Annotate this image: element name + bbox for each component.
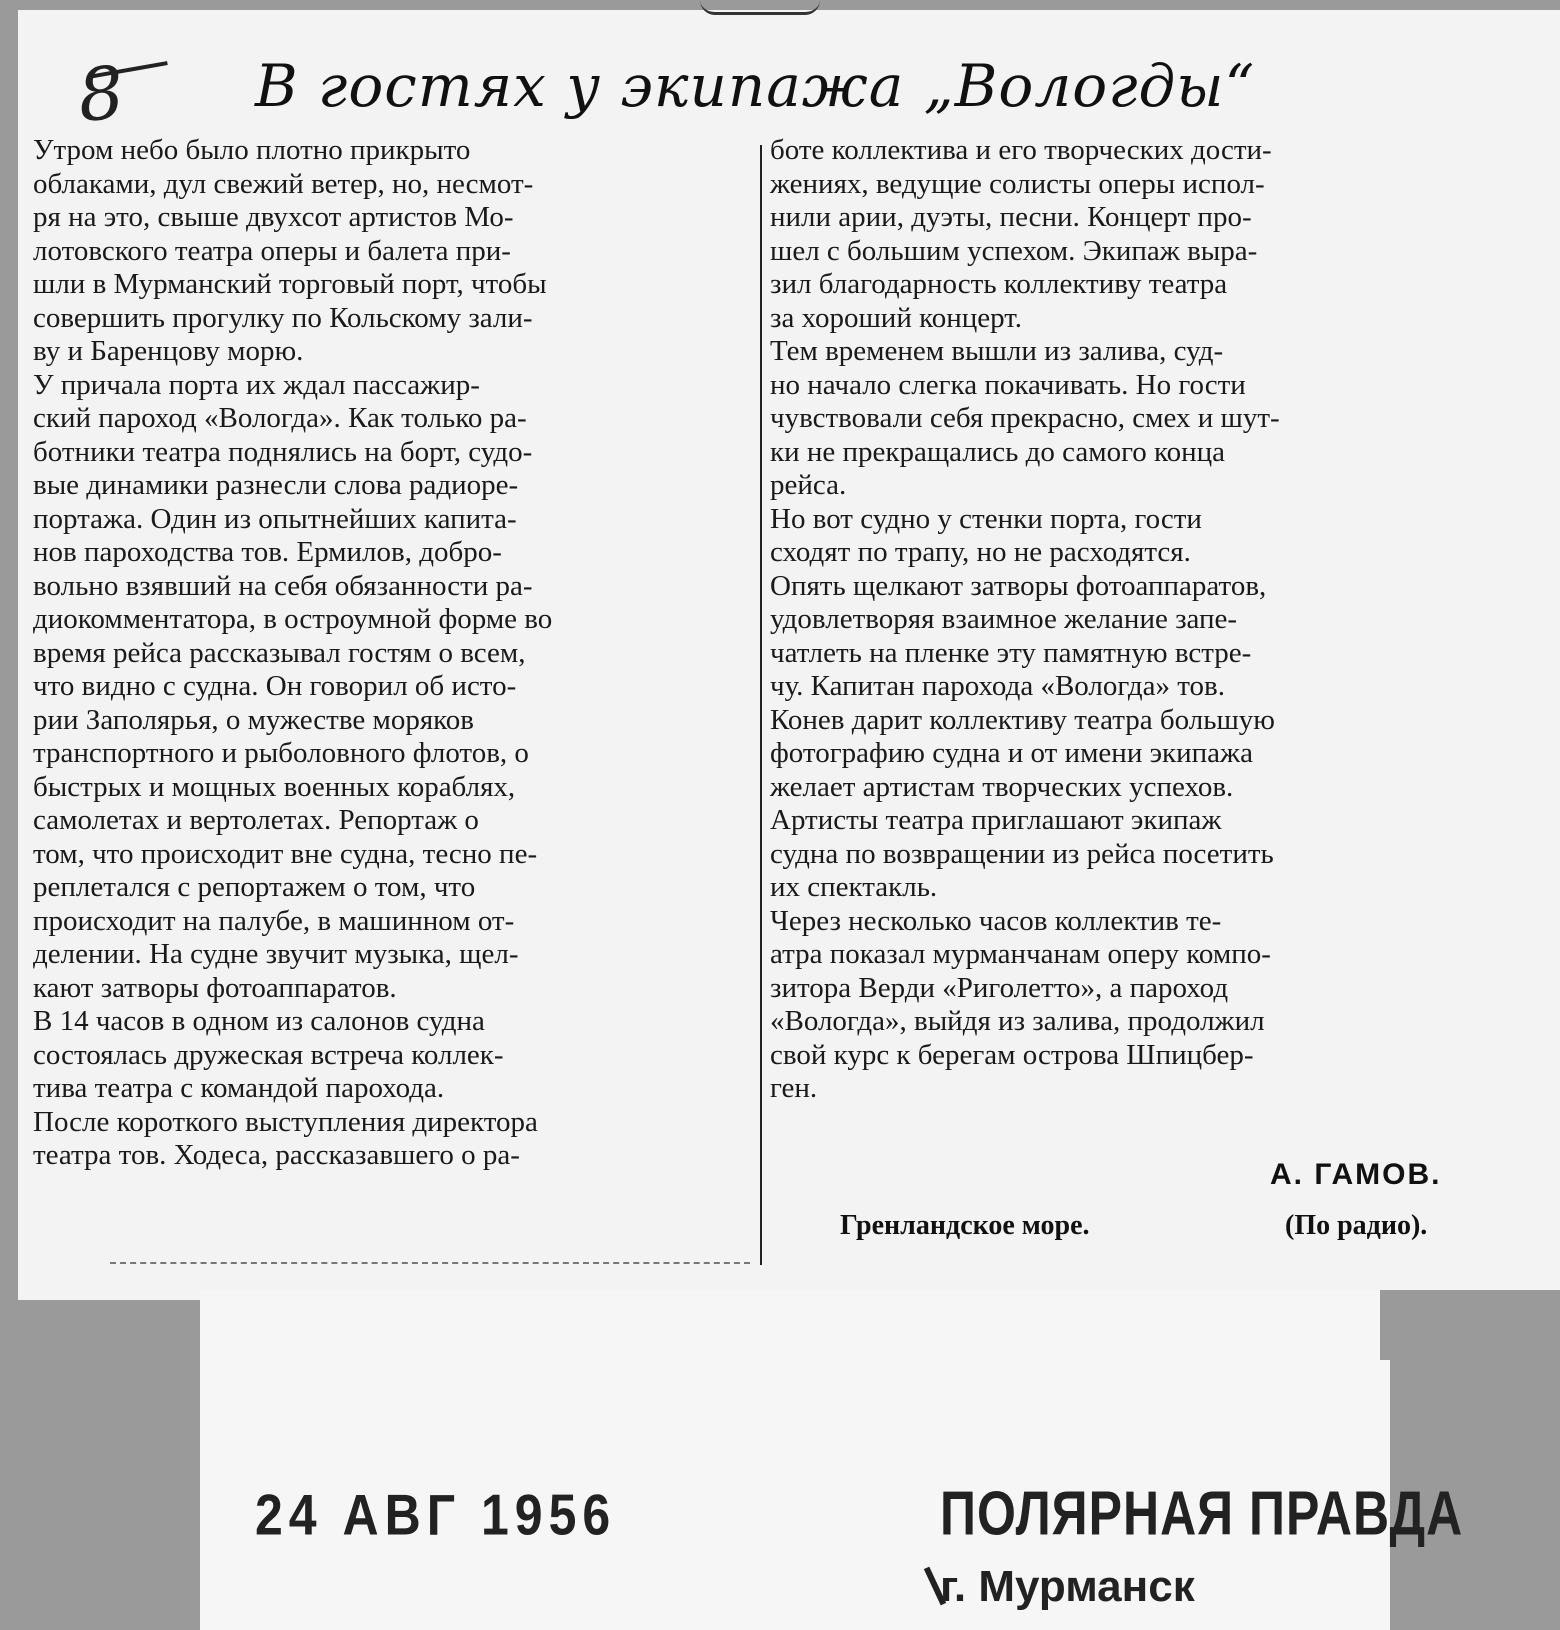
article-line: свой курс к берегам острова Шпицбер- bbox=[770, 1038, 1254, 1071]
article-line: время рейса рассказывал гостям о всем, bbox=[33, 636, 526, 669]
article-line: что видно с судна. Он говорил об исто- bbox=[33, 670, 517, 702]
article-line: чатлеть на пленке эту памятную встре- bbox=[770, 636, 1252, 669]
article-line: сходят по трапу, но не расходятся. bbox=[770, 536, 1191, 568]
cut-line bbox=[110, 1262, 750, 1264]
newspaper-stamp: ПОЛЯРНАЯ ПРАВДА bbox=[940, 1478, 1464, 1548]
article-line: шел с большим успехом. Экипаж выра- bbox=[770, 234, 1258, 267]
article-line: У причала порта их ждал пассажир- bbox=[33, 368, 480, 401]
article-line: быстрых и мощных военных кораблях, bbox=[33, 770, 516, 803]
article-line: Тем временем вышли из залива, суд- bbox=[770, 335, 1224, 367]
article-line: реплетался с репортажем о том, что bbox=[33, 871, 476, 903]
article-line: Конев дарит коллективу театра большую bbox=[770, 703, 1275, 736]
article-line: происходит на палубе, в машинном от- bbox=[33, 904, 515, 937]
article-line: удовлетворяя взаимное желание запе- bbox=[770, 603, 1238, 635]
article-line: диокомментатора, в остроумной форме во bbox=[33, 603, 553, 635]
article-line: их спектакль. bbox=[770, 871, 938, 903]
article-headline: В гостях у экипажа „Вологды“ bbox=[255, 52, 1256, 120]
article-line: жениях, ведущие солисты оперы испол- bbox=[770, 167, 1265, 200]
article-line: ботники театра поднялись на борт, судо- bbox=[33, 435, 533, 468]
top-edge-mark bbox=[700, 0, 820, 15]
article-line: тива театра с командой парохода. bbox=[33, 1072, 445, 1104]
background-corner bbox=[1380, 1290, 1560, 1360]
article-line: облаками, дул свежий ветер, но, несмот- bbox=[33, 167, 534, 200]
article-line: ря на это, свыше двухсот артистов Мо- bbox=[33, 201, 514, 233]
article-line: транспортного и рыболовного флотов, о bbox=[33, 737, 529, 769]
article-line: чу. Капитан парохода «Вологда» тов. bbox=[770, 670, 1225, 702]
article-line: ский пароход «Вологда». Как только ра- bbox=[33, 402, 527, 434]
article-line: нов пароходства тов. Ермилов, добро- bbox=[33, 536, 502, 568]
article-line: Но вот судно у стенки порта, гости bbox=[770, 502, 1202, 535]
article-line: Утром небо было плотно прикрыто bbox=[33, 134, 471, 166]
article-line: самолетах и вертолетах. Репортаж о bbox=[33, 804, 479, 836]
article-column-right bbox=[770, 134, 1530, 1106]
article-line: судна по возвращении из рейса посетить bbox=[770, 837, 1274, 870]
article-line: Опять щелкают затворы фотоаппаратов, bbox=[770, 569, 1267, 602]
article-line: ген. bbox=[770, 1072, 818, 1104]
city-stamp: г. Мурманск bbox=[940, 1562, 1195, 1611]
article-line: атра показал мурманчанам оперу компо- bbox=[770, 938, 1271, 970]
article-line: чувствовали себя прекрасно, смех и шут- bbox=[770, 402, 1280, 434]
dateline-place: Гренландское море. bbox=[840, 1210, 1090, 1241]
article-line: рии Заполярья, о мужестве моряков bbox=[33, 703, 474, 736]
date-stamp: 24 АВГ 1956 bbox=[255, 1482, 617, 1548]
article-line: состоялась дружеская встреча коллек- bbox=[33, 1038, 504, 1071]
article-line: зитора Верди «Риголетто», а пароход bbox=[770, 971, 1229, 1004]
handwritten-number: 8 bbox=[73, 49, 129, 139]
article-line: желает артистам творческих успехов. bbox=[770, 770, 1234, 803]
article-line: шли в Мурманский торговый порт, чтобы bbox=[33, 268, 547, 300]
article-line: боте коллектива и его творческих дости- bbox=[770, 134, 1272, 166]
article-line: вые динамики разнесли слова радиоре- bbox=[33, 469, 519, 501]
article-line: рейса. bbox=[770, 469, 847, 501]
article-line: После короткого выступления директора bbox=[33, 1105, 538, 1138]
article-line: вольно взявший на себя обязанности ра- bbox=[33, 569, 533, 602]
article-line: «Вологда», выйдя из залива, продолжил bbox=[770, 1005, 1265, 1037]
article-line: за хороший концерт. bbox=[770, 301, 1022, 334]
author-byline: А. ГАМОВ. bbox=[1270, 1158, 1442, 1191]
article-line: ки не прекращались до самого конца bbox=[770, 435, 1226, 468]
article-line: фотографию судна и от имени экипажа bbox=[770, 737, 1253, 769]
article-line: том, что происходит вне судна, тесно пе- bbox=[33, 837, 538, 870]
article-line: лотовского театра оперы и балета при- bbox=[33, 234, 511, 267]
article-line: делении. На судне звучит музыка, щел- bbox=[33, 938, 519, 970]
article-line: театра тов. Ходеса, рассказавшего о ра- bbox=[33, 1139, 520, 1171]
article-line: ву и Баренцову морю. bbox=[33, 335, 304, 367]
article-line: Артисты театра приглашают экипаж bbox=[770, 804, 1222, 836]
article-line: но начало слегка покачивать. Но гости bbox=[770, 368, 1246, 401]
article-line: нили арии, дуэты, песни. Концерт про- bbox=[770, 201, 1252, 233]
column-divider bbox=[760, 145, 762, 1265]
backing-paper bbox=[200, 1290, 1390, 1630]
article-line: кают затворы фотоаппаратов. bbox=[33, 971, 397, 1004]
article-line: совершить прогулку по Кольскому зали- bbox=[33, 301, 533, 334]
article-column-left bbox=[33, 134, 745, 1173]
article-line: Через несколько часов коллектив те- bbox=[770, 904, 1222, 937]
article-line: зил благодарность коллективу театра bbox=[770, 268, 1228, 300]
article-line: В 14 часов в одном из салонов судна bbox=[33, 1005, 485, 1037]
dateline-via: (По радио). bbox=[1285, 1210, 1428, 1241]
article-line: портажа. Один из опытнейших капита- bbox=[33, 502, 517, 535]
